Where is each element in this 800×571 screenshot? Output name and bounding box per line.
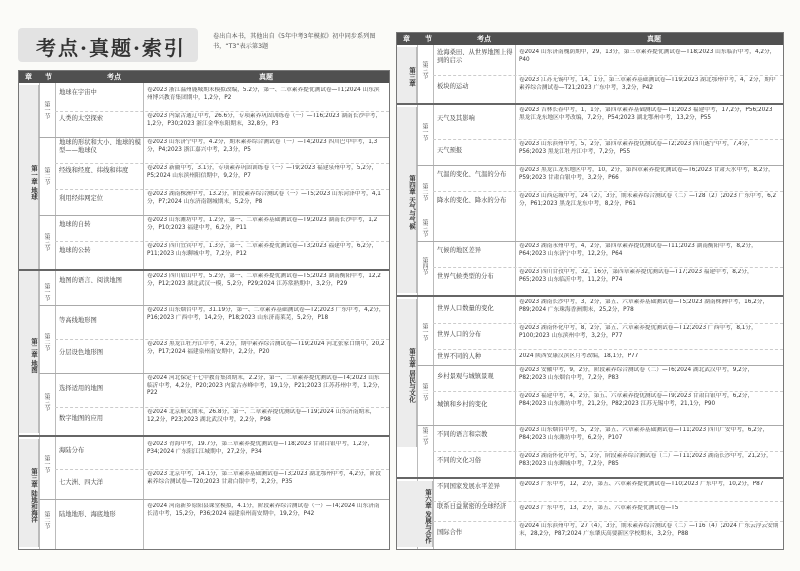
knowledge-point: 沧海桑田、从世界地图上得到的启示 <box>437 49 513 64</box>
page-title: 考点·真题·索引 <box>36 36 186 60</box>
question-ref: 卷2023 北京中考，14.1分，第三章素养基础测试卷—T3;2023 湖北鄂州中考，4,2分，阶段素养综合测试卷—T20;2023 甘肃白银中考，2,2分，P35 <box>147 471 381 485</box>
question-ref: 卷2023 福建中考，4，2分，第五、六章素养提优测试卷—T9;2023 甘肃白银中考，6,2分，P84;2023 山东潍坊中考，21,2分，P82;2023 江苏无锡中考，21,1分，P90 <box>519 393 754 407</box>
header-point: 考点 <box>107 73 121 81</box>
question-ref: 卷2024 山东滨州中考，27（4），3分，期末素养综合测试卷（二）—T16（4）;2024 广东云浮云安期末，28,2分，P87;2024 广东肇庆高要新区学校期末，3,2分，P88 <box>519 523 779 537</box>
question-ref: 卷2023 四川甘孜中考，32，16分，第四章素养提优测试卷—T17;2023 福建中考，8,2分，P65;2023 山东临沂中考，11,2分，P74 <box>519 269 753 283</box>
header-chapter: 章 <box>25 73 32 81</box>
left-index-table <box>18 70 390 550</box>
knowledge-point: 乡村景观与城镇景观 <box>437 373 494 380</box>
knowledge-point: 利用经纬网定位 <box>59 195 104 202</box>
question-ref: 卷2023 广东中考，12，2分，第五、六章素养提优测试卷—T10;2023 广东中考，10,2分，P87 <box>519 481 764 487</box>
question-ref: 卷2023 山东滨州中考，5，2分，第四章素养提优测试卷—T2;2023 四川遂宁中考，7,4分，P56;2023 黑龙江牡丹江中考，7,2分，P55 <box>519 141 754 155</box>
knowledge-point: 不同的语言和宗教 <box>437 431 488 438</box>
question-ref: 卷2023 山西运城中考，24（2），3分，期末素养综合测试卷（二）—T28（2）;2023 广东中考，6,2分，P61;2023 黑龙江龙东中考，8,2分，P61 <box>519 193 777 207</box>
question-ref: 卷2023 湖南怀化中考，5，2分，阶段素养综合测试卷（二）—T11;2023 湖南长沙中考，21,2分，P83;2023 山东聊城中考，7,2分，P85 <box>519 453 772 467</box>
knowledge-point: 七大洲、四大洋 <box>59 479 104 486</box>
question-ref: 卷2023 吉林长春中考，1，1分，第四章素养基础测试卷—T1;2023 福建中考，17,2分，P56;2023 黑龙江龙东地区中考改编，7,2分，P54;2023 湖北鄂州中考，13,2分，P55 <box>519 107 773 121</box>
chapter-label: 第四章 天气与气候 <box>397 107 417 293</box>
question-ref: 2024 陕西安康汉滨区月考改编，18,1分，P77 <box>519 353 639 359</box>
knowledge-point: 板块的运动 <box>437 83 469 90</box>
question-ref: 卷2023 广东中考，13，2分，第五、六章素养提优测试卷—T5 <box>519 505 679 511</box>
knowledge-point: 降水的变化、降水的分布 <box>437 197 507 204</box>
chapter-label: 第五章 居民与文化 <box>397 299 417 447</box>
section-label: 第一节 <box>43 101 50 119</box>
question-ref: 卷2023 山东济宁中考，4.2分，期末素养综合测试卷（一）—T4;2023 四川巴中中考，1,3分，P4;2023 浙江嘉兴中考，2,3分，P5 <box>147 139 378 153</box>
section-label: 第三节 <box>421 61 428 79</box>
knowledge-point: 人类的太空探索 <box>59 115 104 122</box>
question-ref: 卷2023 新疆中考，3.1分，专项素养巩固训练卷（一）—T9;2023 福建泉州中考，5,2分，P5;2024 山东滨州阳信期中，9,2分，P7 <box>147 165 378 179</box>
section-label: 第一节 <box>43 283 50 301</box>
knowledge-point: 世界人口的分布 <box>437 331 482 338</box>
section-label: 第一节 <box>43 455 50 473</box>
question-ref: 卷2023 湖南长沙中考，3，2分，第五、六章素养基础测试卷—T5;2023 湖南株洲中考，16,2分，P89;2024 广东珠海香洲期末，25,2分，P78 <box>519 299 769 313</box>
question-ref: 卷2023 四川眉山中考，5.2分，第一、二章素养提优测试卷—T5;2023 湖南衡阳中考，12,2分，P12;2023 湖北武汉一模，5,2分，P29;2024 江苏常熟期中，3,2分，P29 <box>147 273 381 287</box>
table-header <box>19 71 389 83</box>
section-label: 第四节 <box>421 257 428 275</box>
section-label: 第一节 <box>421 123 428 141</box>
knowledge-point: 世界人口数量的变化 <box>437 305 494 312</box>
knowledge-point: 地球在宇宙中 <box>59 89 97 96</box>
question-ref: 卷2024 山东济南槐荫期中，29，13分，第三章素养提优测试卷—T18;2023 山东临沂中考，4,2分，P40 <box>519 49 776 63</box>
knowledge-point: 陆地地形、海底地形 <box>59 511 116 518</box>
knowledge-point: 国际合作 <box>437 529 463 536</box>
knowledge-point: 世界不同的人种 <box>437 353 482 360</box>
question-ref: 卷2023 山东潍坊中考，1.2分，第一、二章素养基础测试卷—T9;2023 湖南长沙中考，1,2分，P10;2023 福建中考，6,2分，P11 <box>147 217 378 231</box>
knowledge-point: 等高线地形图 <box>59 317 97 324</box>
section-label: 第二节 <box>421 183 428 201</box>
knowledge-point: 地球的公转 <box>59 247 91 254</box>
question-ref: 卷2023 内蒙古通辽中考，26.6分，专项素养巩固训练卷（一）—T16;2023 湖南长沙中考，1,2分，P30;2023 浙江金华东阳期末，32,8分，P3 <box>147 113 382 127</box>
question-ref: 卷2024 北京顺义期末，26.8分，第一、二章素养提优测试卷—T19;2024 山东济南期末，12,2分，P23;2023 湖北武汉中考，2,2分，P98 <box>147 409 376 423</box>
knowledge-point: 城镇和乡村的变化 <box>437 401 488 408</box>
chapter-label: 第一章 地球 <box>19 85 39 275</box>
knowledge-point: 海陆分布 <box>59 447 85 454</box>
section-label: 第二节 <box>43 167 50 185</box>
question-ref: 卷2023 浙江温州鹿城期末模拟改编，5.2分，第一、二章素养提优测试卷—T1;2024 山东滨州博兴教育集团期中，1,2分，P2 <box>147 87 380 101</box>
section-label: 第三节 <box>43 233 50 251</box>
header-point: 考点 <box>477 35 491 43</box>
question-ref: 卷2023 山东烟台中考，5，2分，第五、六章素养基础测试卷—T11;2023 四川广安中考，6,2分，P84;2023 山东潍坊中考，6,2分，P107 <box>519 427 769 441</box>
section-label: 第二节 <box>43 511 50 529</box>
header-note: 卷出自本书，其他出自《5年中考3年模拟》初中同步系列图书，“T3”表示第3题 <box>213 33 376 50</box>
chapter-label: 第三章 陆地和海洋 <box>19 439 39 547</box>
knowledge-point: 联系日益紧密的全球经济 <box>437 503 507 510</box>
section-label: 第二节 <box>421 383 428 401</box>
knowledge-point: 世界气候类型的分布 <box>437 273 494 280</box>
knowledge-point: 地球的形状和大小、地球的模型——地球仪 <box>59 139 141 154</box>
header-chapter: 章 <box>403 35 410 43</box>
knowledge-point: 地图的语言、阅读地图 <box>59 277 122 284</box>
knowledge-point: 气候的地区差异 <box>437 247 482 254</box>
section-label: 第三节 <box>421 427 428 445</box>
question-ref: 卷2023 安徽中考，9，2分，阶段素养综合测试卷（二）—T6;2024 湖北武汉中考，9,2分，P82;2023 山东烟台中考，7,2分，P83 <box>519 367 754 381</box>
section-label: 第三节 <box>421 219 428 237</box>
chapter-label: 第二章 地图 <box>19 273 39 433</box>
knowledge-point: 分层设色地形图 <box>59 349 104 356</box>
knowledge-point: 地球的自转 <box>59 221 91 228</box>
question-ref: 卷2023 江苏无锡中考，14，1分，第三章素养基础测试卷—T19;2023 湖北鄂州中考，4，2分，期中素养综合测试卷—T21;2023 广东中考，3,2分，P42 <box>519 77 776 91</box>
right-index-table <box>396 32 784 550</box>
header-question: 真题 <box>259 73 273 81</box>
question-ref: 卷2023 湖南永州中考，4，2分，第四章素养提优测试卷—T11;2023 湖南衡阳中考，8,2分，P64;2023 山东济宁中考，12,2分，P64 <box>519 243 757 257</box>
question-ref: 卷2023 湖南株洲中考，13.2分，阶段素养综合测试卷（一）—T5;2023 山东菏泽中考，4,1分，P7;2024 山东济南钢城期末，5,2分，P8 <box>147 191 381 205</box>
knowledge-point: 数字地图的应用 <box>59 415 104 422</box>
table-header <box>397 33 783 45</box>
page-header <box>18 28 398 68</box>
section-label: 第二节 <box>43 333 50 351</box>
section-label: 第一节 <box>421 323 428 341</box>
knowledge-point: 天气及其影响 <box>437 115 475 122</box>
chapter-label: 第六章 发展与合作 <box>397 481 433 547</box>
knowledge-point: 气温的变化、气温的分布 <box>437 171 507 178</box>
knowledge-point: 选择适用的地图 <box>59 385 104 392</box>
question-ref: 卷2023 山东烟台中考，31.19分，第一、二章素养基础测试卷—T2;2023 广东中考，4,2分，P16;2023 广西中考，14,2分，P18;2023 山东济南莱芜，5,2分，P18 <box>147 307 385 321</box>
knowledge-point: 不同国家发展水平差异 <box>437 483 500 490</box>
question-ref: 卷2024 河南新乡原阳县课堂模拟，4.1分，阶段素养综合测试卷（一）—T4;2024 山东济南长清中考，15,2分，P36;2024 福建泉州南安期中，19,2分，P42 <box>147 503 380 517</box>
header-question: 真题 <box>647 35 661 43</box>
question-ref: 卷2024 河北保定十七中教育集团期末，2.2分，第一、二章素养提优测试卷—T4;2023 山东临沂中考，4,2分，P20;2023 内蒙古赤峰中考，19,1分，P21;2023 江苏苏州中考，1,2分，P22 <box>147 375 384 397</box>
chapter-label: 第三章 <box>397 47 417 103</box>
question-ref: 卷2023 四川宜宾中考，1.3分，第一、二章素养提优测试卷—T3;2023 福建中考，6,2分，P11;2023 山东聊城中考，7,2分，P12 <box>147 243 378 257</box>
knowledge-point: 天气预报 <box>437 147 463 154</box>
header-section: 节 <box>425 35 432 43</box>
header-section: 节 <box>45 73 52 81</box>
question-ref: 卷2023 黑龙江龙东地区中考，10，2分，第四章素养提优测试卷—T6;2023 甘肃天水中考，8,2分，P59;2023 甘肃白银中考，3,2分，P66 <box>519 167 774 181</box>
question-ref: 卷2023 湖南怀化中考，8，2分，第五、六章素养提优测试卷—T12;2023 广西中考，8,1分，P100;2023 山东滨州中考，3,2分，P77 <box>519 325 757 339</box>
section-label: 第三节 <box>43 393 50 411</box>
question-ref: 卷2023 黑龙江牡丹江中考，4.2分，期中素养综合测试卷—T19;2024 河北张家口期中，20,2分，P17;2024 福建泉州南安期中，2,2分，P20 <box>147 341 385 355</box>
knowledge-point: 不同的文化习俗 <box>437 457 482 464</box>
knowledge-point: 经线和经度、纬线和纬度 <box>59 167 129 174</box>
question-ref: 卷2023 青海中考，19.7分，第三章素养提优测试卷—T18;2023 甘肃白银中考，1,2分，P34;2024 广东阳江江城期中，27,2分，P34 <box>147 441 374 455</box>
